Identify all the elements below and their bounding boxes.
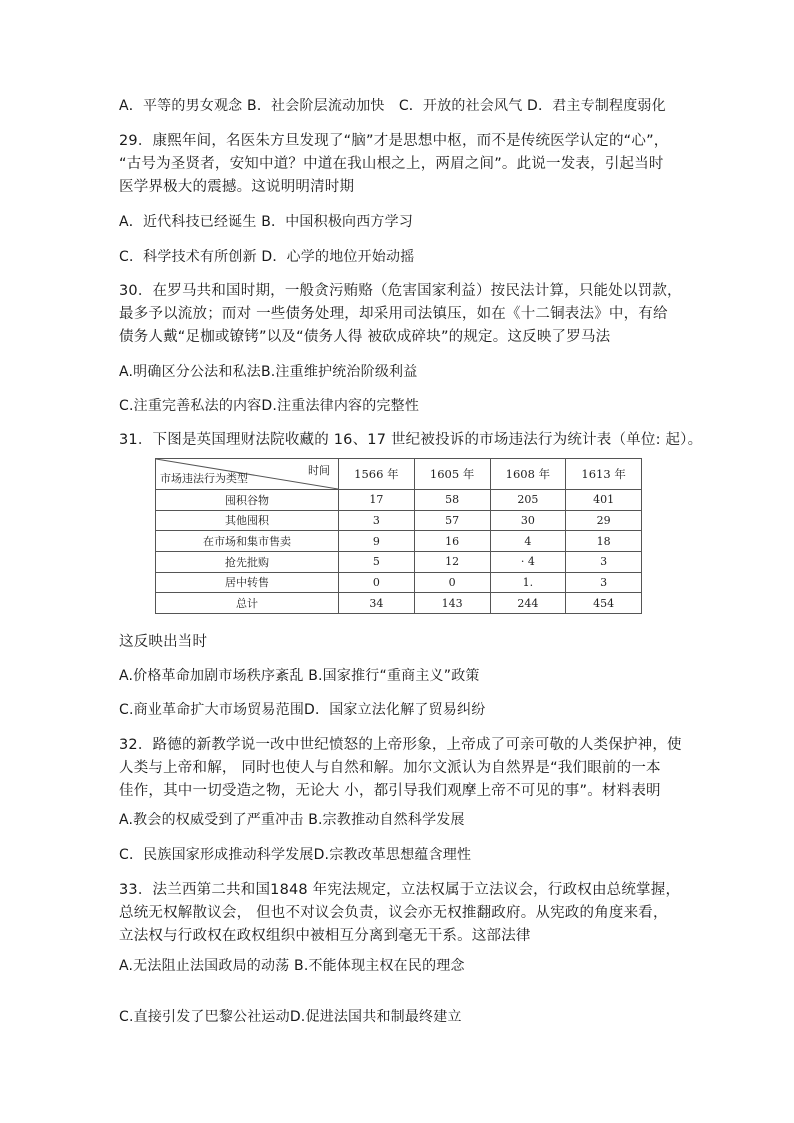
q28-options: A．平等的男女观念 B．社会阶层流动加快 C．开放的社会风气 D．君主专制程度弱化 bbox=[119, 98, 666, 114]
table-cell: 18 bbox=[566, 531, 642, 552]
q29-options-ab: A．近代科技已经诞生 B．中国积极向西方学习 bbox=[119, 214, 414, 230]
table-year-header: 1613 年 bbox=[566, 459, 642, 490]
table-cell: 1. bbox=[490, 572, 566, 593]
table-cell: 12 bbox=[414, 551, 490, 572]
table-row bbox=[156, 572, 642, 593]
q32-stem-line-1: 32．路德的新教学说一改中世纪愤怒的上帝形象，上帝成了可亲可敬的人类保护神，使 bbox=[119, 737, 682, 753]
table-cell: 9 bbox=[339, 531, 415, 552]
table-cell: 29 bbox=[566, 510, 642, 531]
q29-stem-line-2: “古号为圣贤者，安知中道？中道在我山根之上，两眉之间”。此说一发表，引起当时 bbox=[119, 156, 664, 172]
q32-stem-line-3: 佳作，其中一切受造之物，无论大 小，都引导我们观摩上帝不可见的事”。材料表明 bbox=[119, 783, 661, 799]
table-row bbox=[156, 490, 642, 511]
q29-options-cd: C．科学技术有所创新 D．心学的地位开始动摇 bbox=[119, 249, 415, 265]
table-cell: 454 bbox=[566, 593, 642, 614]
table-cell: 3 bbox=[566, 572, 642, 593]
table-cell: 3 bbox=[566, 551, 642, 572]
table-cell: 58 bbox=[414, 490, 490, 511]
table-cell: 30 bbox=[490, 510, 566, 531]
q31-stem-tail: 这反映出当时 bbox=[119, 634, 208, 650]
table-cell: 34 bbox=[339, 593, 415, 614]
q29-stem-line-1: 29．康熙年间，名医朱方旦发现了“脑”才是思想中枢，而不是传统医学认定的“心”， bbox=[119, 133, 669, 149]
q30-options-ab: A.明确区分公法和私法B.注重维护统治阶级利益 bbox=[119, 364, 418, 380]
table-row bbox=[156, 531, 642, 552]
table-cell: 17 bbox=[339, 490, 415, 511]
q32-stem-line-2: 人类与上帝和解， 同时也使人与自然和解。加尔文派认为自然界是“我们眼前的一本 bbox=[119, 760, 661, 776]
q32-options-cd: C．民族国家形成推动科学发展D.宗教改革思想蕴含理性 bbox=[119, 847, 472, 863]
q33-stem-line-3: 立法权与行政权在政权组织中被相互分离到毫无干系。这部法律 bbox=[119, 928, 531, 944]
q30-stem-line-1: 30．在罗马共和国时期，一般贪污贿赂（危害国家利益）按民法计算，只能处以罚款， bbox=[119, 283, 682, 299]
q31-options-cd: C.商业革命扩大市场贸易范围D．国家立法化解了贸易纠纷 bbox=[119, 702, 486, 718]
table-cell: 57 bbox=[414, 510, 490, 531]
q30-options-cd: C.注重完善私法的内容D.注重法律内容的完整性 bbox=[119, 398, 420, 414]
table-row-label: 其他囤积 bbox=[156, 510, 339, 531]
table-header-time: 时间 bbox=[308, 464, 330, 477]
table-cell: 5 bbox=[339, 551, 415, 572]
table-cell: 4 bbox=[490, 531, 566, 552]
table-header-row bbox=[156, 459, 642, 490]
table-row bbox=[156, 551, 642, 572]
table-cell: 244 bbox=[490, 593, 566, 614]
table-row-label: 在市场和集市售卖 bbox=[156, 531, 339, 552]
table-row-label: 抢先批购 bbox=[156, 551, 339, 572]
q33-options-ab: A.无法阻止法国政局的动荡 B.不能体现主权在民的理念 bbox=[119, 958, 465, 974]
table-cell: 16 bbox=[414, 531, 490, 552]
q31-stem: 31．下图是英国理财法院收藏的 16、17 世纪被投诉的市场违法行为统计表（单位: 起）。 bbox=[119, 432, 703, 448]
table-cell: 0 bbox=[339, 572, 415, 593]
q31-options-ab: A.价格革命加剧市场秩序紊乱 B.国家推行“重商主义”政策 bbox=[119, 668, 480, 684]
statistics-table bbox=[155, 458, 642, 614]
q33-stem-line-1: 33．法兰西第二共和国1848 年宪法规定，立法权属于立法议会，行政权由总统掌握， bbox=[119, 882, 681, 898]
table-cell: · 4 bbox=[490, 551, 566, 572]
table-year-header: 1566 年 bbox=[339, 459, 415, 490]
table-cell: 3 bbox=[339, 510, 415, 531]
q33-options-cd: C.直接引发了巴黎公社运动D.促进法国共和制最终建立 bbox=[119, 1009, 462, 1025]
table-cell: 0 bbox=[414, 572, 490, 593]
table-row-total bbox=[156, 593, 642, 614]
table-row-label: 囤积谷物 bbox=[156, 490, 339, 511]
table-row bbox=[156, 510, 642, 531]
q32-options-ab: A.教会的权威受到了严重冲击 B.宗教推动自然科学发展 bbox=[119, 812, 465, 828]
q30-stem-line-2: 最多予以流放；而对 一些债务处理，却采用司法镇压，如在《十二铜表法》中，有给 bbox=[119, 306, 668, 322]
q33-stem-line-2: 总统无权解散议会， 但也不对议会负责，议会亦无权推翻政府。从宪政的角度来看， bbox=[119, 905, 668, 921]
table-row-label: 总计 bbox=[156, 593, 339, 614]
statistics-table-grid bbox=[155, 458, 642, 614]
table-cell: 401 bbox=[566, 490, 642, 511]
table-cell: 143 bbox=[414, 593, 490, 614]
table-row-label: 居中转售 bbox=[156, 572, 339, 593]
q29-stem-line-3: 医学界极大的震撼。这说明明清时期 bbox=[119, 179, 355, 195]
table-year-header: 1605 年 bbox=[414, 459, 490, 490]
table-year-header: 1608 年 bbox=[490, 459, 566, 490]
table-corner-cell bbox=[156, 459, 339, 490]
q30-stem-line-3: 债务人戴“足枷或镣铐”以及“债务人得 被砍成碎块”的规定。这反映了罗马法 bbox=[119, 329, 611, 345]
table-header-type: 市场违法行为类型 bbox=[160, 472, 248, 485]
table-cell: 205 bbox=[490, 490, 566, 511]
